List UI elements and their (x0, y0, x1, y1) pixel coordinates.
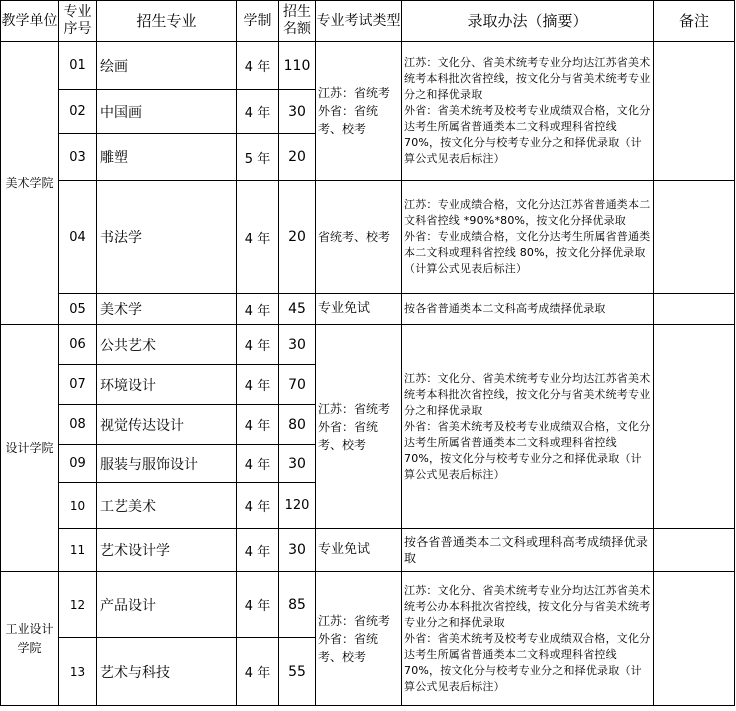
table-row (1, 572, 735, 638)
row-code: 09 (59, 445, 97, 483)
header-duration: 学制 (237, 1, 279, 42)
method-group3 (402, 572, 654, 706)
header-row (1, 1, 735, 42)
method-shufa (402, 181, 654, 294)
row-major: 环境设计 (97, 365, 237, 405)
row-major: 艺术与科技 (97, 638, 237, 706)
row-major: 书法学 (97, 181, 237, 294)
row-code: 06 (59, 325, 97, 365)
row-duration: 4 年 (237, 90, 279, 134)
unit-fine-arts: 美术学院 (1, 42, 59, 325)
header-major: 招生专业 (97, 1, 237, 42)
row-duration: 4 年 (237, 294, 279, 325)
exam-type-free: 专业免试 (316, 294, 402, 325)
row-quota: 55 (279, 638, 316, 706)
table-row (1, 294, 735, 325)
row-duration: 4 年 (237, 405, 279, 445)
unit-industrial: 工业设计学院 (1, 572, 59, 706)
row-quota: 30 (279, 445, 316, 483)
row-major: 公共艺术 (97, 325, 237, 365)
method-yishusheji: 按各省普通类本二文科或理科高考成绩择优录取 (402, 529, 654, 572)
method-group2-b: 外省：省美术统考及校考专业成绩双合格，文化分达考生所属省普通类本二文科或理科省控线 70%，按文化分与校考专业分之和择优录取（计算公式见表后标注） (404, 419, 651, 481)
row-code: 01 (59, 42, 97, 90)
row-code: 03 (59, 134, 97, 181)
row-major: 产品设计 (97, 572, 237, 638)
exam-type-free: 专业免试 (316, 529, 402, 572)
method-group1-a: 江苏：文化分、省美术统考专业分均达江苏省美术统考本科批次省控线，按文化分与省美术统考专业分之和择优录取 (404, 56, 651, 101)
method-group3-b: 外省：省美术统考及校考专业成绩双合格，文化分达考生所属省普通类本二文科或理科省控线 70%，按文化分与校考专业分之和择优录取（计算公式见表后标注） (404, 631, 651, 693)
row-quota: 20 (279, 134, 316, 181)
row-major: 艺术设计学 (97, 529, 237, 572)
exam-type-shufa: 省统考、校考 (316, 181, 402, 294)
row-major: 绘画 (97, 42, 237, 90)
note-cell (654, 181, 735, 294)
row-code: 07 (59, 365, 97, 405)
row-duration: 5 年 (237, 134, 279, 181)
row-quota: 30 (279, 325, 316, 365)
row-duration: 4 年 (237, 483, 279, 529)
row-major: 中国画 (97, 90, 237, 134)
row-code: 12 (59, 572, 97, 638)
note-cell (654, 572, 735, 706)
row-quota: 30 (279, 529, 316, 572)
header-exam-type: 专业考试类型 (316, 1, 402, 42)
row-duration: 4 年 (237, 638, 279, 706)
header-quota: 招生名额 (279, 1, 316, 42)
row-major: 雕塑 (97, 134, 237, 181)
table-row (1, 529, 735, 572)
header-code: 专业序号 (59, 1, 97, 42)
row-quota: 70 (279, 365, 316, 405)
method-shufa-a: 江苏：专业成绩合格，文化分达江苏省普通类本二文科省控线 *90%*80%，按文化分择优录取 (404, 198, 651, 227)
row-code: 05 (59, 294, 97, 325)
row-duration: 4 年 (237, 42, 279, 90)
note-cell (654, 294, 735, 325)
row-duration: 4 年 (237, 445, 279, 483)
exam-type-group3: 江苏：省统考 外省：省统考、校考 (316, 572, 402, 706)
row-duration: 4 年 (237, 529, 279, 572)
table-row (1, 325, 735, 365)
row-code: 10 (59, 483, 97, 529)
unit-design: 设计学院 (1, 325, 59, 572)
header-note: 备注 (654, 1, 735, 42)
row-quota: 110 (279, 42, 316, 90)
note-cell (654, 42, 735, 181)
row-major: 视觉传达设计 (97, 405, 237, 445)
row-quota: 85 (279, 572, 316, 638)
table-row (1, 181, 735, 294)
method-shufa-b: 外省：专业成绩合格，文化分达考生所属省普通类本二文科或理科省控线 80%，按文化分择优录取（计算公式见表后标注） (404, 230, 651, 275)
row-duration: 4 年 (237, 572, 279, 638)
row-major: 工艺美术 (97, 483, 237, 529)
row-code: 08 (59, 405, 97, 445)
method-meishuxue: 按各省普通类本二文科高考成绩择优录取 (402, 294, 654, 325)
method-group2-a: 江苏：文化分、省美术统考专业分均达江苏省美术统考本科批次省控线，按文化分与省美术统考专业分之和择优录取 (404, 371, 651, 417)
row-code: 13 (59, 638, 97, 706)
row-major: 服装与服饰设计 (97, 445, 237, 483)
exam-type-group2: 江苏：省统考 外省：省统考、校考 (316, 325, 402, 529)
row-duration: 4 年 (237, 325, 279, 365)
method-group1 (402, 42, 654, 181)
row-code: 04 (59, 181, 97, 294)
row-quota: 120 (279, 483, 316, 529)
row-major: 美术学 (97, 294, 237, 325)
table-row (1, 42, 735, 90)
note-cell (654, 325, 735, 529)
exam-type-group1: 江苏：省统考 外省：省统考、校考 (316, 42, 402, 181)
row-quota: 20 (279, 181, 316, 294)
row-code: 02 (59, 90, 97, 134)
row-duration: 4 年 (237, 365, 279, 405)
row-code: 11 (59, 529, 97, 572)
method-group2 (402, 325, 654, 529)
row-quota: 80 (279, 405, 316, 445)
method-group3-a: 江苏：文化分、省美术统考专业分均达江苏省美术统考公办本科批次省控线，按文化分与省美术统考专业分之和择优录取 (404, 583, 651, 629)
row-quota: 30 (279, 90, 316, 134)
row-quota: 45 (279, 294, 316, 325)
method-group1-b: 外省：省美术统考及校考专业成绩双合格，文化分达考生所属省普通类本二文科或理科省控线 70%，按文化分与校考专业分之和择优录取（计算公式见表后标注） (404, 104, 651, 165)
header-unit: 教学单位 (1, 1, 59, 42)
note-cell (654, 529, 735, 572)
row-duration: 4 年 (237, 181, 279, 294)
header-method: 录取办法（摘要） (402, 1, 654, 42)
